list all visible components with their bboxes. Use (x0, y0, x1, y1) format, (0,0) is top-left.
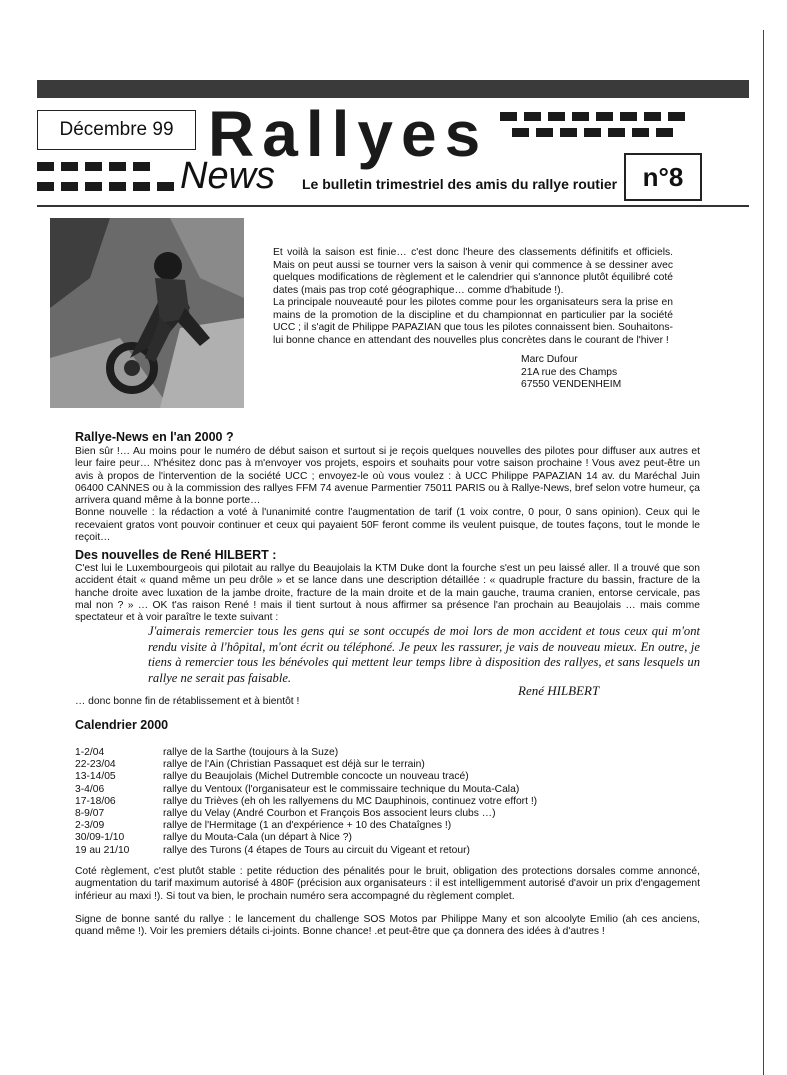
section1-body (75, 446, 700, 544)
section2-closing: … donc bonne fin de rétablissement et à bientôt ! (75, 696, 300, 707)
event-name: rallye de la Sarthe (toujours à la Suze) (163, 747, 339, 758)
checker-decoration-left2 (37, 182, 174, 191)
checker-decoration-top1 (500, 112, 685, 121)
masthead-tagline: Le bulletin trimestriel des amis du rallye routier (302, 176, 618, 192)
event-date: 13-14/05 (75, 771, 116, 783)
signature-street: 21A rue des Champs (521, 366, 618, 378)
calendar-row (75, 820, 537, 832)
event-date: 19 au 21/10 (75, 844, 130, 856)
checker-decoration-top2 (512, 128, 673, 137)
section-heading: Rallye-News en l'an 2000 ? (75, 430, 234, 444)
event-date: 3-4/06 (75, 783, 105, 795)
masthead-rule (37, 205, 749, 207)
calendar-row (75, 784, 537, 796)
calendar-list (75, 747, 537, 857)
challenge-note (75, 914, 700, 939)
section1-paragraph: Bien sûr !… Au moins pour le numéro de début saison et surtout si je reçois quelques nouvelles des pilotes pour diffuser aux autres et leur faire peur… N'hésitez donc pas à m'envoyer vos projets, espoirs et souhaits pour votre saison prochaine ! Vous avez peut-être un avis à propos de l'intervention de la société UCC ; envoyez-le où vous voulez : à UCC Philippe PAPAZIAN 14 av. du Maréchal Juin 06400 CANNES ou à la commission des rallyes FFM 74 avenue Parmentier 75011 PARIS ou à Rallye-News, bref selon votre humeur, ça arrivera quand même à la bonne porte… (75, 446, 700, 507)
issue-date: Décembre 99 (37, 110, 196, 150)
section-heading: Calendrier 2000 (75, 718, 169, 732)
challenge-paragraph: Signe de bonne santé du rallye : le lancement du challenge SOS Motos par Philippe Many et son alcoolyte Emilio (ah ces anciens, quand même !). Voir les premiers détails ci-joints. Bonne chance! .et peut-être que ça donnera des idées à d'autres ! (75, 914, 700, 938)
signature-name: Marc Dufour (521, 354, 578, 365)
page-edge (763, 30, 764, 1075)
event-date: 8-9/07 (75, 808, 105, 820)
event-name: rallye de l'Ain (Christian Passaquet est déjà sur le terrain) (163, 759, 425, 771)
event-date: 2-3/09 (75, 820, 105, 832)
event-name: rallye du Beaujolais (Michel Dutremble concocte un nouveau tracé) (163, 771, 469, 783)
event-name: rallye des Turons (4 étapes de Tours au circuit du Vigeant et retour) (163, 844, 470, 856)
section2-paragraph: C'est lui le Luxembourgeois qui pilotait au rallye du Beaujolais la KTM Duke dont la fourche s'est un peu laissé aller. Il a trouvé que son accident était « quand même un peu drôle » et se lance dans une description détaillée : « quadruple fracture du bassin, fracture de la hanche droite avec luxation de la jambe droite, fracture de la main droite et de la main gauche, trauma cranien, entorse cervicale, pas mal non ? » … OK t'as raison René ! mais il tient surtout à nous affirmer sa présence l'an prochain au Beaujolais … mais comme spectateur et à voir paraître le texte suivant : (75, 563, 700, 624)
event-name: rallye du Trièves (eh oh les rallyemens du MC Dauphinois, continuez votre effort !) (163, 795, 538, 807)
event-name: rallye du Mouta-Cala (un départ à Nice ?) (163, 832, 352, 844)
event-name: rallye du Ventoux (l'organisateur est le commissaire technique du Mouta-Cala) (163, 783, 520, 795)
calendar-row (75, 759, 537, 771)
masthead-subtitle: News (180, 155, 276, 197)
calendar-row (75, 747, 537, 759)
intro-paragraph: Et voilà la saison est finie… c'est donc l'heure des classements définitifs et officiels. Mais on peut aussi se tourner vers la saison à venir qui commence à se dessiner avec quelques modifications de règlement et le calendrier qui s'annonce plutôt équilibré coté dates (mais pas trop coté géographique… comme d'habitude !). (273, 247, 673, 296)
calendar-row (75, 796, 537, 808)
rules-note (75, 866, 700, 903)
calendar-row (75, 832, 537, 844)
section2-body (75, 563, 700, 624)
issue-number: n°8 (624, 153, 702, 201)
rally-photo (50, 218, 244, 408)
calendar-row (75, 845, 537, 857)
checker-decoration-left1 (37, 162, 150, 171)
event-date: 30/09-1/10 (75, 832, 125, 844)
calendar-row (75, 808, 537, 820)
event-date: 17-18/06 (75, 795, 116, 807)
calendar-row (75, 771, 537, 783)
intro-paragraph: La principale nouveauté pour les pilotes comme pour les organisateurs sera la prise en mains de la promotion de la discipline et du championnat en particulier par la société UCC ; il s'agit de Philippe PAPAZIAN que tous les pilotes connaissent bien. Souhaitons-lui bonne chance en attendant des nouvelles plus concrètes dans le courant de l'hiver ! (273, 297, 673, 346)
editor-signature (521, 354, 621, 392)
hilbert-quote: J'aimerais remercier tous les gens qui se sont occupés de moi lors de mon accident et tous ceux qui m'ont rendu visite à l'hôpital, m'ont écrit ou téléphoné. Je peux les rassurer, je vais de nouveau mieux. En outre, je tiens à remercier tous les bénévoles qui mettent leur temps libre à disposition des rallyes, et sans lesquels un rallye ne serait pas faisable. (148, 624, 700, 686)
rules-paragraph: Coté règlement, c'est plutôt stable : petite réduction des pénalités pour le bruit, obligation des protections dorsales comme annoncé, augmentation du tarif maximum autorisé à 480F (précision aux organisateurs : il est intelligemment autorisé d'avoir un prix d'engagement inférieur au maxi !). Si tout va bien, le prochain numéro sera accompagné du règlement complet. (75, 866, 700, 902)
masthead-title: Rallyes (208, 98, 489, 170)
section1-paragraph: Bonne nouvelle : la rédaction a voté à l'unanimité contre l'augmentation de tarif (1 voix contre, 0 pour, 0 sans opinion). Ceux qui le recevaient gratos vont pouvoir continuer et ceux qui payaient 50F feront comme ils veulent puisque, de toutes façons, tout le monde le reçoit… (75, 507, 700, 544)
masthead-bar (37, 80, 749, 98)
event-name: rallye du Velay (André Courbon et François Bos associent leurs clubs …) (163, 808, 496, 820)
event-date: 22-23/04 (75, 759, 116, 771)
section-heading: Des nouvelles de René HILBERT : (75, 548, 277, 562)
event-name: rallye de l'Hermitage (1 an d'expérience + 10 des Chataîgnes !) (163, 820, 452, 832)
event-date: 1-2/04 (75, 747, 105, 758)
quote-author: René HILBERT (518, 683, 600, 698)
signature-city: 67550 VENDENHEIM (521, 379, 622, 390)
editorial-intro (273, 247, 673, 347)
